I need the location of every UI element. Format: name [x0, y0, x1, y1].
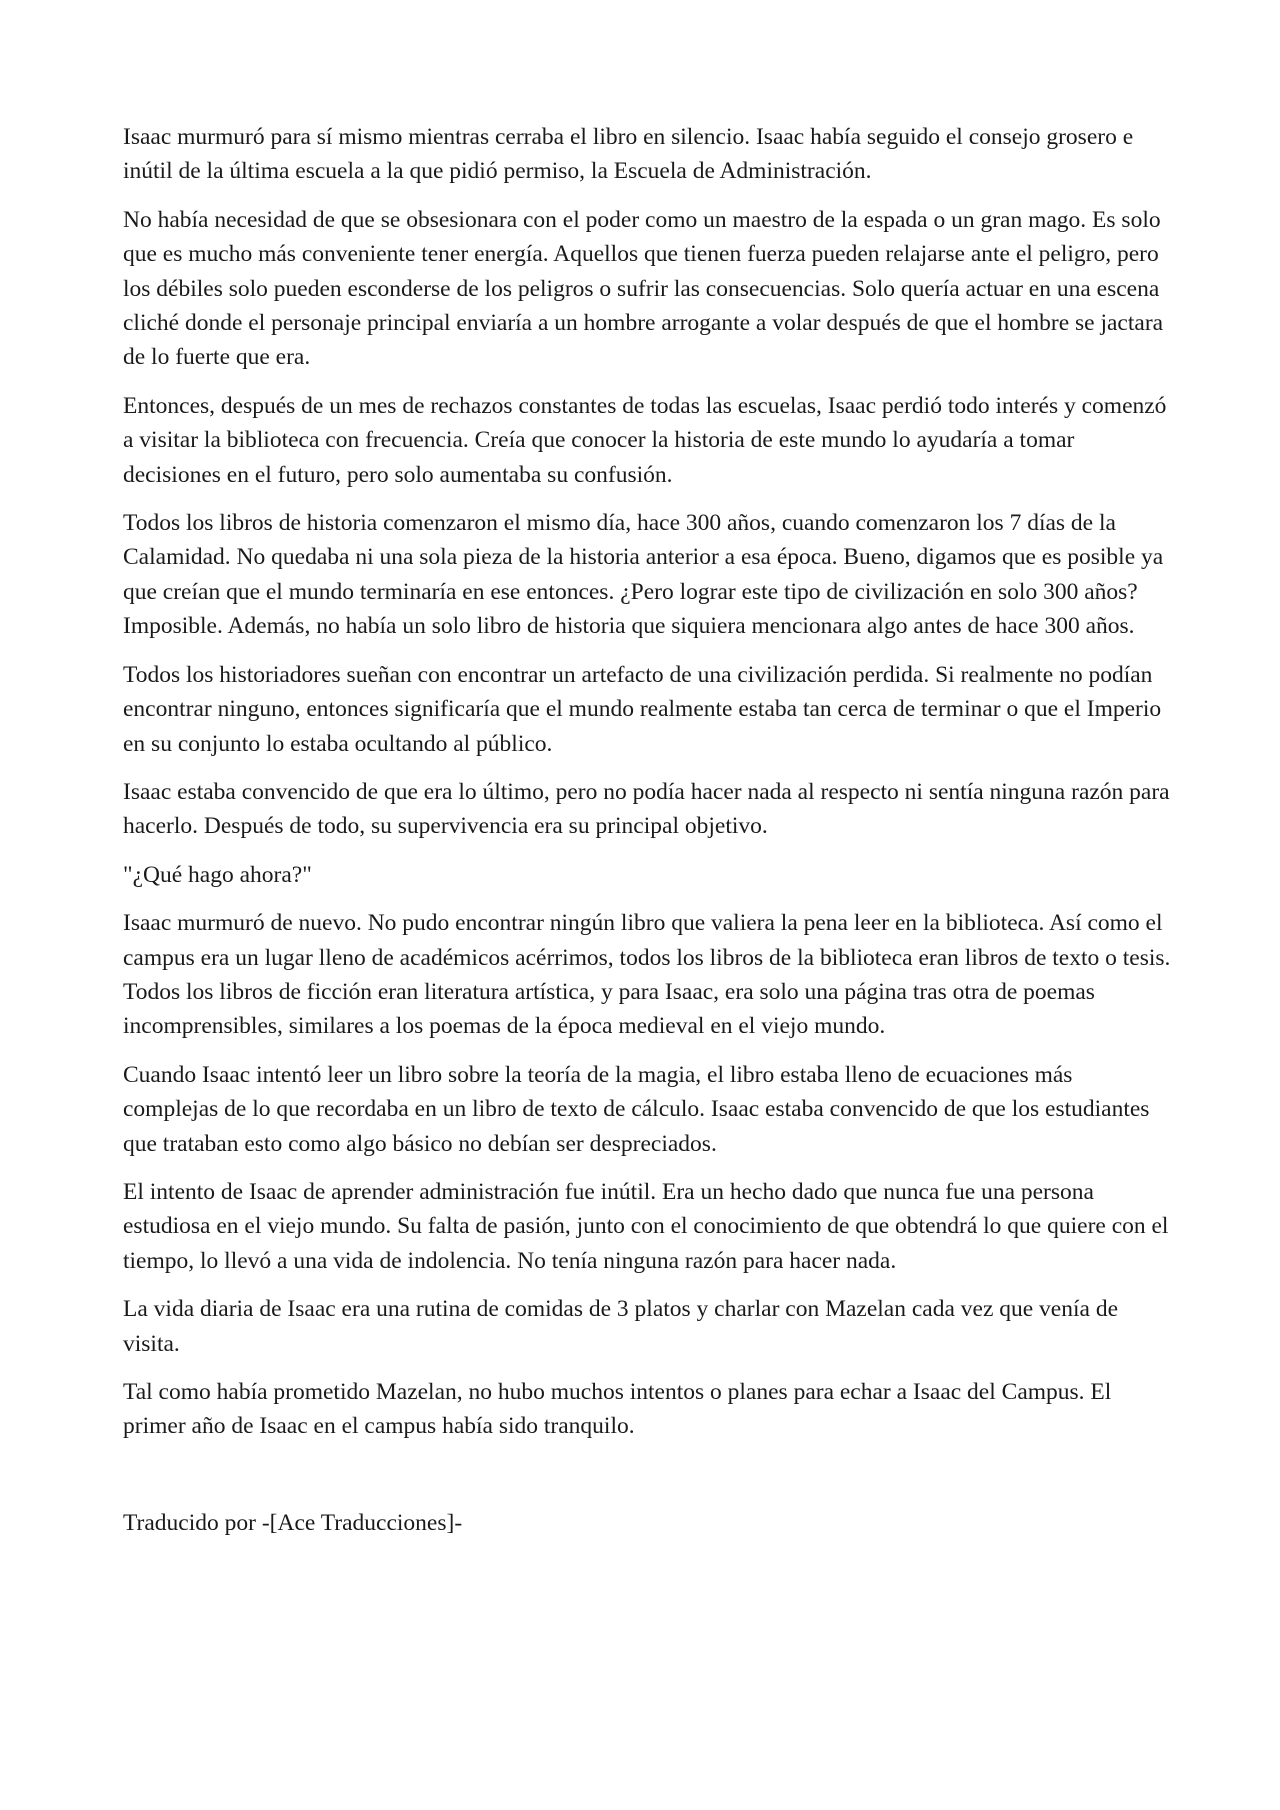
paragraph-10: El intento de Isaac de aprender administración fue inútil. Era un hecho dado que nunca fue una persona estudiosa en el viejo mundo. Su falta de pasión, junto con el conocimiento de que obtendrá lo que quiere con el tiempo, lo llevó a una vida de indolencia. No tenía ninguna razón para hacer nada.	[123, 1178, 1169, 1274]
paragraph-5: Todos los historiadores sueñan con encontrar un artefacto de una civilización perdida. Si realmente no podían encontrar ninguno, entonces significaría que el mundo realmente estaba tan cerca de terminar o que el Imperio en su conjunto lo estaba ocultando al público.	[123, 661, 1162, 757]
paragraph-4: Todos los libros de historia comenzaron el mismo día, hace 300 años, cuando comenzaron los 7 días de la Calamidad. No quedaba ni una sola pieza de la historia anterior a esa época. Bueno, digamos que es posible ya que creían que el mundo terminaría en ese entonces. ¿Pero lograr este tipo de civilización en solo 300 años? Imposible. Además, no había un solo libro de historia que siquiera mencionara algo antes de hace 300 años.	[123, 510, 1164, 640]
paragraph-11: La vida diaria de Isaac era una rutina de comidas de 3 platos y charlar con Mazelan cada vez que venía de visita.	[123, 1296, 1118, 1357]
paragraph-6: Isaac estaba convencido de que era lo último, pero no podía hacer nada al respecto ni sentía ninguna razón para hacerlo. Después de todo, su supervivencia era su principal objetivo.	[123, 778, 1170, 840]
paragraph-1: Isaac murmuró para sí mismo mientras cerraba el libro en silencio. Isaac había seguido el consejo grosero e inútil de la última escuela a la que pidió permiso, la Escuela de Administración.	[123, 124, 1134, 185]
paragraph-3: Entonces, después de un mes de rechazos constantes de todas las escuelas, Isaac perdió todo interés y comenzó a visitar la biblioteca con frecuencia. Creía que conocer la historia de este mundo lo ayudaría a tomar decisiones en el futuro, pero solo aumentaba su confusión.	[123, 392, 1167, 488]
paragraph-12: Tal como había prometido Mazelan, no hubo muchos intentos o planes para echar a Isaac del Campus. El primer año de Isaac en el campus había sido tranquilo.	[123, 1379, 1112, 1440]
document-page	[123, 120, 1173, 1554]
paragraph-8: Isaac murmuró de nuevo. No pudo encontrar ningún libro que valiera la pena leer en la biblioteca. Así como el campus era un lugar lleno de académicos acérrimos, todos los libros de la biblioteca eran libros de texto o tesis. Todos los libros de ficción eran literatura artística, y para Isaac, era solo una página tras otra de poemas incomprensibles, similares a los poemas de la época medieval en el viejo mundo.	[123, 910, 1171, 1040]
paragraph-7: "¿Qué hago ahora?"	[123, 861, 312, 888]
paragraph-2: No había necesidad de que se obsesionara con el poder como un maestro de la espada o un gran mago. Es solo que es mucho más conveniente tener energía. Aquellos que tienen fuerza pueden relajarse ante el peligro, pero los débiles solo pueden esconderse de los peligros o sufrir las consecuencias. Solo quería actuar en una escena cliché donde el personaje principal enviaría a un hombre arrogante a volar después de que el hombre se jactara de lo fuerte que era.	[123, 206, 1164, 371]
paragraph-9: Cuando Isaac intentó leer un libro sobre la teoría de la magia, el libro estaba lleno de ecuaciones más complejas de lo que recordaba en un libro de texto de cálculo. Isaac estaba convencido de que los estudiantes que trataban esto como algo básico no debían ser despreciados.	[123, 1061, 1150, 1157]
translator-credit: Traducido por -[Ace Traducciones]-	[123, 1509, 463, 1536]
